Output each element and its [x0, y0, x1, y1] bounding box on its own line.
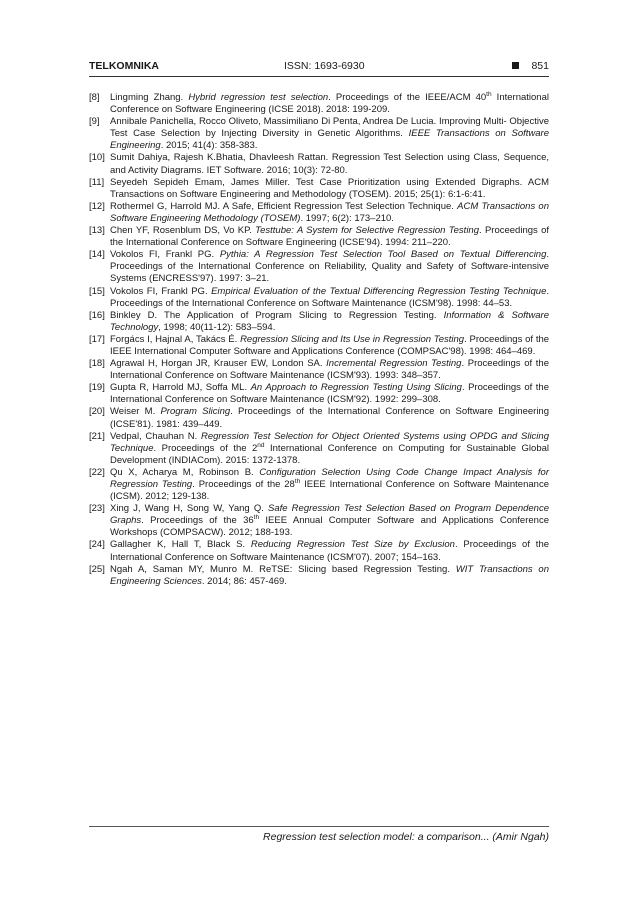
reference-item: [89, 358, 549, 382]
reference-text: . Proceedings of the International Conference on Software Maintenance (ICSM'92). 1992: 299–308.: [110, 382, 550, 406]
reference-item: [89, 382, 549, 406]
reference-text: . 1997; 6(2): 173–210.: [300, 212, 394, 224]
reference-item: [89, 334, 549, 358]
reference-text: . Proceedings of the International Conference on Software Maintenance (ICSM'07). 2007; 154–163.: [110, 539, 550, 563]
reference-item: [89, 177, 549, 201]
reference-text: Ngah A, Saman MY, Munro M. ReTSE: Slicing based Regression Testing.: [110, 563, 456, 575]
reference-title: Configuration Selection Using Code Change Impact Analysis for Regression Testing: [110, 466, 549, 490]
reference-title: Hybrid regression test selection: [188, 92, 329, 103]
reference-title: Pythia: A Regression Test Selection Tool Based on Textual Differencing: [219, 249, 547, 261]
reference-superscript: th: [253, 514, 260, 522]
reference-text: Gupta R, Harrold MJ, Soffa ML.: [110, 382, 251, 394]
reference-title: WIT Transactions on Engineering Sciences: [110, 563, 549, 587]
journal-name: TELKOMNIKA: [89, 60, 159, 72]
reference-title: Incremental Regression Testing: [326, 358, 462, 370]
reference-number: [11]: [89, 176, 105, 188]
reference-text: . Proceedings of the International Conference on Software Engineering (ICSE'94). 1994: 211–220.: [110, 225, 549, 249]
reference-text: . Proceedings of the International Conference on Software Engineering (ICSE'81). 1981: 439–449.: [110, 406, 550, 430]
reference-item: [89, 152, 549, 176]
reference-title: IEEE Transactions on Software Engineering: [110, 128, 549, 152]
reference-text: Weiser M.: [110, 406, 161, 418]
issn-label: ISSN: 1693-6930: [284, 60, 365, 72]
reference-title: Information & Software Technology: [110, 309, 549, 333]
reference-item: [89, 503, 549, 539]
reference-title: An Approach to Regression Testing Using Slicing: [250, 382, 462, 394]
reference-number: [10]: [89, 152, 105, 164]
reference-item: [89, 539, 549, 563]
reference-text: International Conference on Software Engineering (ICSE 2018). 2018: 199-209.: [110, 92, 549, 116]
reference-item: [89, 92, 549, 116]
running-footer: Regression test selection model: a comparison... (Amir Ngah): [263, 831, 549, 843]
reference-title: Empirical Evaluation of the Textual Differencing Regression Testing Technique: [211, 285, 547, 297]
reference-superscript: nd: [257, 441, 265, 449]
reference-superscript: th: [294, 478, 301, 485]
reference-superscript: th: [486, 91, 492, 98]
reference-item: [89, 201, 549, 225]
reference-title: Safe Regression Test Selection Based on Program Dependence Graphs: [110, 503, 549, 527]
reference-list: [89, 92, 549, 588]
reference-text: . Proceedings of the 36: [141, 515, 254, 527]
reference-title: ACM Transactions on Software Engineering Methodology (TOSEM): [110, 200, 550, 224]
reference-text: Xing J, Wang H, Song W, Yang Q.: [110, 503, 268, 515]
reference-text: . Proceedings of the 2: [153, 442, 258, 454]
reference-text: . 2014; 86: 457-469.: [201, 575, 287, 587]
reference-item: [89, 116, 549, 152]
reference-title: Regression Test Selection for Object Oriented Systems using OPDG and Slicing Technique: [110, 430, 549, 454]
reference-text: Vedpal, Chauhan N.: [110, 430, 201, 442]
reference-number: [8]: [89, 92, 100, 103]
header-rule: [89, 76, 549, 77]
reference-text: Forgács I, Hajnal A, Takács É.: [110, 333, 241, 345]
reference-item: [89, 249, 549, 285]
page-number-group: [512, 58, 549, 74]
reference-text: . Proceedings of the International Conference on Reliability, Quality and Safety of Software-intensive Systems (ENCRESS'97). 1997: 3–21.: [110, 249, 550, 285]
reference-text: Vokolos FI, Frankl PG.: [110, 285, 212, 297]
reference-number: [21]: [89, 430, 105, 442]
reference-number: [16]: [89, 309, 105, 321]
reference-item: [89, 431, 549, 467]
reference-title: Reducing Regression Test Size by Exclusion: [250, 539, 455, 551]
page-header: [89, 58, 549, 74]
reference-text: Rothermel G, Harrold MJ. A Safe, Efficient Regression Test Selection Technique.: [110, 200, 458, 212]
reference-number: [12]: [89, 200, 105, 212]
reference-text: . Proceedings of the 28: [192, 479, 295, 490]
reference-number: [24]: [89, 539, 105, 551]
reference-item: [89, 310, 549, 334]
reference-text: Sumit Dahiya, Rajesh K.Bhatia, Dhavleesh Rattan. Regression Test Selection using Class, Sequence, and Activity Diagrams. IET Software. 2016; 10(3): 72-80.: [110, 152, 549, 176]
footer-rule: [89, 826, 549, 827]
reference-text: Chen YF, Rosenblum DS, Vo KP.: [110, 225, 256, 237]
reference-text: IEEE International Conference on Software Maintenance (ICSM). 2012; 129-138.: [110, 479, 549, 503]
page-number: 851: [531, 60, 549, 72]
reference-number: [17]: [89, 333, 105, 345]
reference-text: Qu X, Acharya M, Robinson B.: [110, 466, 260, 478]
reference-text: International Conference on Computing for Sustainable Global Development (INDIACom). 2015: 1372-1378.: [110, 442, 549, 466]
reference-number: [18]: [89, 358, 105, 370]
reference-text: . Proceedings of the International Conference on Software Maintenance (ICSM'98). 1998: 44–53.: [110, 285, 549, 309]
reference-text: Vokolos FI, Frankl PG.: [110, 249, 220, 261]
reference-text: . Proceedings of the IEEE International Computer Software and Applications Conference (COMPSAC'98). 1998: 464–469.: [110, 333, 550, 357]
reference-text: Annibale Panichella, Rocco Oliveto, Massimiliano Di Penta, Andrea De Lucia. Improving Multi- Objective Test Case Selection by Injecting Diversity in Genetic Algorithms.: [110, 116, 549, 140]
reference-text: IEEE Annual Computer Software and Applications Conference Workshops (COMPSACW). 2012; 188-193.: [110, 515, 549, 539]
reference-text: , 1998; 40(11-12): 583–594.: [158, 321, 276, 333]
reference-text: Agrawal H, Horgan JR, Krauser EW, London SA.: [110, 358, 327, 370]
reference-number: [9]: [89, 116, 100, 128]
reference-text: Seyedeh Sepideh Emam, James Miller. Test Case Prioritization using Extended Digraphs. ACM Transactions on Software Engineering and Methodology (TOSEM). 2015; 25(1): 6:1-6:41.: [110, 176, 549, 200]
reference-item: [89, 467, 549, 503]
reference-number: [15]: [89, 285, 105, 297]
reference-text: . Proceedings of the IEEE/ACM 40: [328, 92, 487, 103]
reference-title: Regression Slicing and Its Use in Regression Testing: [240, 333, 465, 345]
reference-title: Testtube: A System for Selective Regression Testing: [255, 225, 480, 237]
reference-number: [23]: [89, 503, 105, 515]
reference-text: Binkley D. The Application of Program Slicing to Regression Testing.: [110, 309, 444, 321]
reference-item: [89, 406, 549, 430]
reference-text: Lingming Zhang.: [110, 92, 189, 103]
reference-number: [19]: [89, 382, 105, 394]
reference-title: Program Slicing: [160, 406, 231, 418]
reference-text: Gallagher K, Hall T, Black S.: [110, 539, 251, 551]
reference-number: [20]: [89, 406, 105, 418]
reference-text: . Proceedings of the International Conference on Software Maintenance (ICSM'93). 1993: 348–357.: [110, 358, 549, 382]
reference-number: [13]: [89, 225, 105, 237]
reference-item: [89, 564, 549, 588]
square-bullet-icon: [512, 62, 519, 69]
reference-number: [22]: [89, 466, 105, 478]
reference-item: [89, 225, 549, 249]
reference-item: [89, 286, 549, 310]
reference-number: [14]: [89, 249, 105, 261]
reference-text: . 2015; 41(4): 358-383.: [160, 140, 258, 152]
reference-number: [25]: [89, 563, 105, 575]
